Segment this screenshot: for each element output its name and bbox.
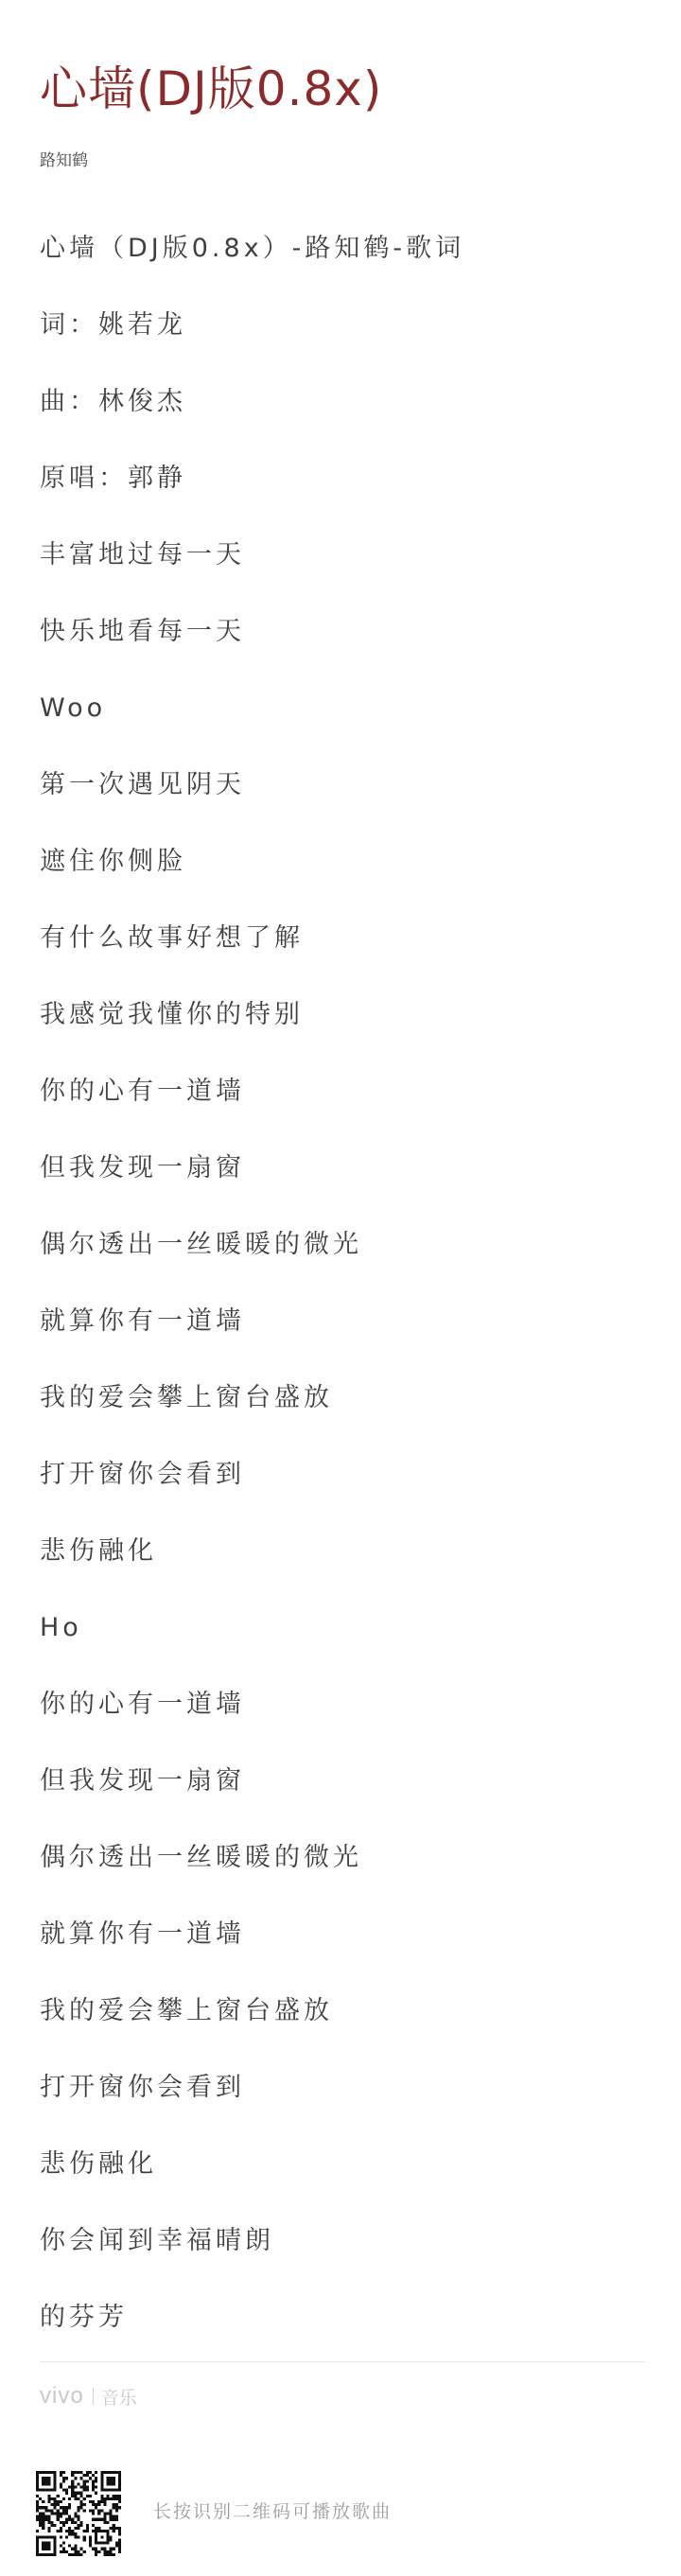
lyric-line: 你的心有一道墙	[40, 1690, 245, 1719]
brand-mark	[40, 2382, 137, 2410]
lyric-line: 我感觉我懂你的特别	[40, 1000, 304, 1029]
lyric-line: 悲伤融化	[40, 1536, 157, 1566]
vivo-logo: vivo	[40, 2383, 84, 2409]
lyric-line: 第一次遇见阴天	[40, 770, 245, 799]
lyric-line: 你会闻到幸福晴朗	[40, 2226, 274, 2255]
lyric-line: 打开窗你会看到	[40, 2073, 245, 2102]
lyric-line: 我的爱会攀上窗台盛放	[40, 1996, 333, 2025]
lyric-line: 偶尔透出一丝暖暖的微光	[40, 1230, 362, 1259]
lyric-line: Ho	[40, 1613, 82, 1642]
song-artist: 路知鹤	[40, 151, 88, 170]
lyric-line: 心墙（DJ版0.8x）-路知鹤-歌词	[40, 234, 465, 263]
lyric-line: 打开窗你会看到	[40, 1460, 245, 1489]
footer-divider	[40, 2361, 645, 2362]
lyric-line: 悲伤融化	[40, 2149, 157, 2179]
lyric-line: 原唱：郭静	[40, 464, 186, 493]
brand-subtitle: 音乐	[100, 2387, 137, 2409]
lyric-line: 快乐地看每一天	[40, 617, 245, 646]
lyrics-list	[40, 230, 645, 2375]
lyric-line: 但我发现一扇窗	[40, 1153, 245, 1183]
lyric-line: 你的心有一道墙	[40, 1077, 245, 1106]
song-title: 心墙(DJ版0.8x)	[40, 61, 383, 116]
lyric-line: 就算你有一道墙	[40, 1306, 245, 1336]
lyric-line: 遮住你侧脸	[40, 847, 186, 876]
qr-hint-text: 长按识别二维码可播放歌曲	[153, 2501, 393, 2522]
lyric-line: 的芬芳	[40, 2303, 128, 2332]
lyric-line: 词：姚若龙	[40, 310, 186, 340]
lyric-line: 但我发现一扇窗	[40, 1766, 245, 1796]
lyric-line: 有什么故事好想了解	[40, 923, 304, 953]
lyric-line: 偶尔透出一丝暖暖的微光	[40, 1843, 362, 1872]
lyric-line: 曲：林俊杰	[40, 387, 186, 416]
qr-code-icon[interactable]	[36, 2471, 121, 2556]
lyric-line: 丰富地过每一天	[40, 540, 245, 570]
brand-separator	[93, 2388, 94, 2405]
lyric-line: 就算你有一道墙	[40, 1919, 245, 1949]
lyric-line: 我的爱会攀上窗台盛放	[40, 1383, 333, 1412]
lyric-line: Woo	[40, 693, 107, 723]
